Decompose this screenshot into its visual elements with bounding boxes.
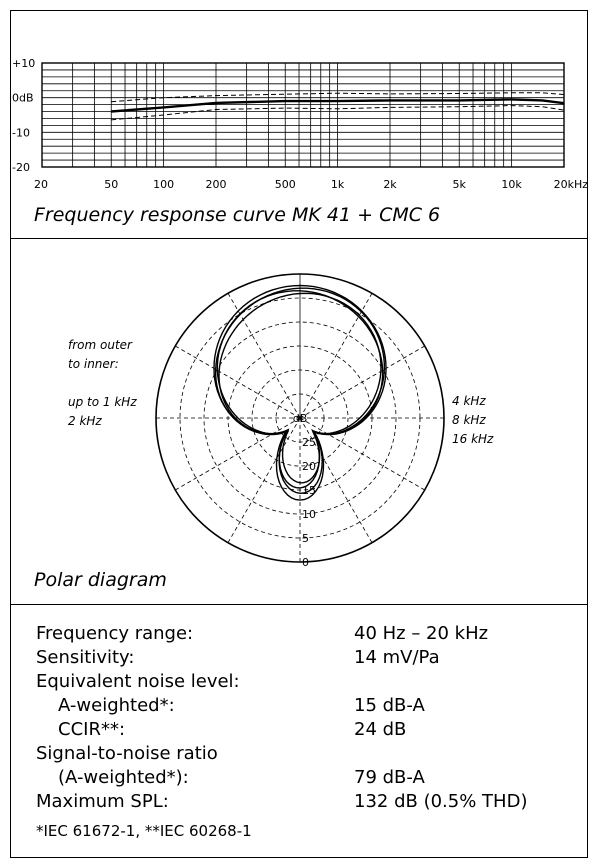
x-tick-label: 10k [501, 178, 522, 191]
polar-legend-left [68, 336, 137, 431]
spec-value: 15 dB-A [354, 695, 425, 716]
spec-label: Maximum SPL: [36, 791, 169, 812]
polar-legend-left-line: up to 1 kHz [68, 395, 137, 409]
polar-ring-label: 15 [302, 484, 316, 497]
spec-row [36, 622, 576, 646]
spec-label: CCIR**: [58, 719, 126, 740]
section-divider-2 [10, 604, 588, 605]
x-tick-label: 50 [104, 178, 119, 191]
spec-value: 24 dB [354, 719, 407, 740]
polar-spoke [175, 346, 300, 418]
spec-label: A-weighted*: [58, 695, 175, 716]
spec-value: 79 dB-A [354, 767, 425, 788]
spec-row [36, 790, 576, 814]
spec-label: (A-weighted*): [58, 767, 189, 788]
polar-legend-left-line [68, 374, 137, 393]
polar-legend-left-line: to inner: [68, 357, 119, 371]
polar-ring-label: 10 [302, 508, 316, 521]
spec-row [36, 646, 576, 670]
x-tick-label: 2k [383, 178, 397, 191]
spec-row [36, 766, 576, 790]
spec-row [36, 694, 576, 718]
x-tick-label: 20kHz [553, 178, 588, 191]
polar-legend-left-line: from outer [68, 338, 132, 352]
frequency-response-caption: Frequency response curve MK 41 + CMC 6 [34, 204, 441, 226]
polar-spoke [175, 418, 300, 490]
spec-row [36, 742, 576, 766]
x-tick-label: 100 [153, 178, 175, 191]
y-tick-label: 0dB [12, 91, 34, 105]
x-tick-label: 200 [205, 178, 227, 191]
polar-legend-right [452, 392, 493, 449]
spec-value: 14 mV/Pa [354, 647, 440, 668]
polar-diagram-caption: Polar diagram [34, 569, 167, 591]
polar-ring-label: 0 [302, 556, 309, 569]
polar-legend-right-line: 4 kHz [452, 394, 486, 408]
polar-legend-right-line: 8 kHz [452, 413, 486, 427]
footnote: *IEC 61672-1, **IEC 60268-1 [36, 822, 252, 840]
spec-row [36, 670, 576, 694]
spec-label: Signal-to-noise ratio [36, 743, 218, 764]
x-tick-label: 1k [330, 178, 345, 191]
spec-label: Frequency range: [36, 623, 194, 644]
polar-ring-label: 25 [302, 436, 316, 449]
specifications-list [36, 622, 576, 814]
spec-label: Equivalent noise level: [36, 671, 240, 692]
polar-legend-left-line: 2 kHz [68, 414, 102, 428]
polar-ring-label: 5 [302, 532, 309, 545]
spec-label: Sensitivity: [36, 647, 135, 668]
y-tick-label: -20 [12, 161, 30, 174]
x-tick-label: 5k [452, 178, 466, 191]
polar-ring-label: 20 [302, 460, 316, 473]
y-tick-label: +10 [12, 57, 36, 70]
spec-value: 132 dB (0.5% THD) [354, 791, 528, 812]
polar-legend-right-line: 16 kHz [452, 432, 494, 446]
y-tick-label: -10 [12, 126, 30, 140]
spec-row [36, 718, 576, 742]
polar-center-label: dB [292, 412, 308, 425]
x-tick-label: 500 [274, 178, 296, 191]
x-tick-label: 20 [34, 178, 48, 191]
spec-value: 40 Hz – 20 kHz [354, 623, 489, 644]
